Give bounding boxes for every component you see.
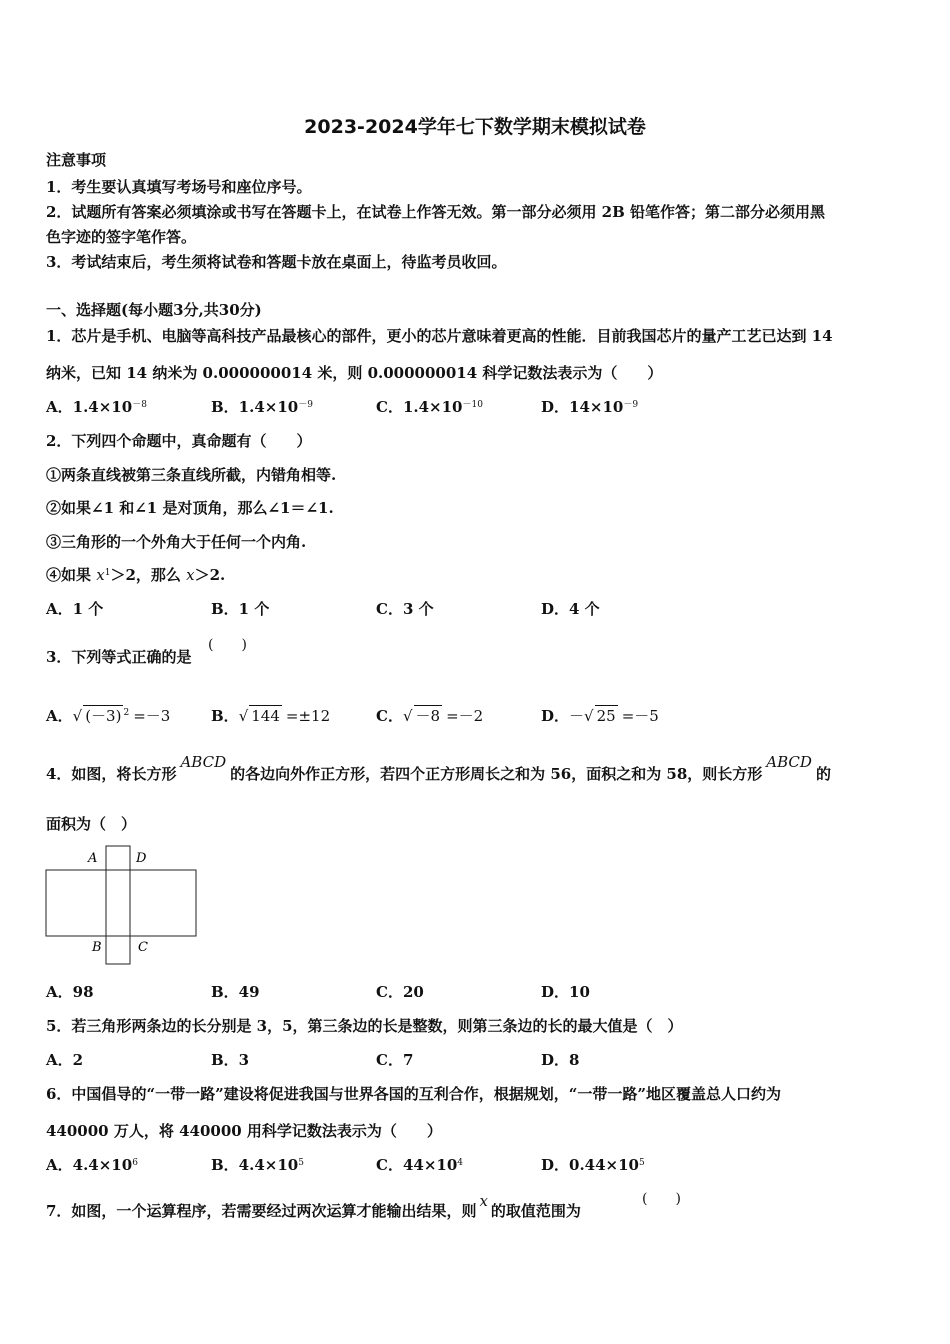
q5-stem: 5．若三角形两条边的长分别是 3，5，第三条边的长是整数，则第三条边的长的最大值是（ ） [46, 1017, 683, 1035]
q3-option-c: C．√ －8 =－2 [376, 707, 484, 725]
q4-stem-line1: 4．如图，将长方形ABCD的各边向外作正方形，若四个正方形周长之和为 56，面积之和为 58，则长方形ABCD的 [46, 753, 831, 783]
q4-figure [40, 840, 210, 970]
label-c: C [138, 940, 148, 955]
q5-option-a: A．2 [46, 1051, 84, 1069]
q5-option-b: B．3 [211, 1051, 250, 1069]
q7-answer-paren: ( ) [642, 1191, 681, 1207]
q3-answer-paren: ( ) [208, 637, 247, 653]
q3-option-d: D．－√ 25 =－5 [541, 707, 659, 725]
q4-option-c: C．20 [376, 983, 424, 1001]
q4-option-b: B．49 [211, 983, 260, 1001]
q1-stem-line1: 1．芯片是手机、电脑等高科技产品最核心的部件，更小的芯片意味着更高的性能．目前我国芯片的量产工艺已达到 14 [46, 327, 833, 345]
label-d: D [136, 851, 147, 866]
q6-option-c: C．$44\times 10^4$ [376, 1156, 463, 1174]
q4-option-d: D．10 [541, 983, 590, 1001]
q7-stem: 7．如图，一个运算程序，若需要经过两次运算才能输出结果，则x的取值范围为 [46, 1192, 581, 1220]
q5-option-c: C．7 [376, 1051, 414, 1069]
q3-stem: 3．下列等式正确的是 [46, 648, 192, 666]
q2-statement-1: ①两条直线被第三条直线所截，内错角相等. [46, 466, 337, 484]
q2-option-a: A．1 个 [46, 600, 104, 618]
q6-option-d: D．$0.44\times 10^5$ [541, 1156, 645, 1174]
q2-statement-3: ③三角形的一个外角大于任何一个内角. [46, 533, 307, 551]
page-title: 2023-2024学年七下数学期末模拟试卷 [304, 116, 646, 138]
notice-item: 色字迹的签字笔作答。 [46, 228, 197, 246]
q1-option-d: D．$14\times 10^{-9}$ [541, 398, 639, 416]
q2-stem: 2．下列四个命题中，真命题有（ ） [46, 432, 312, 450]
q5-option-d: D．8 [541, 1051, 580, 1069]
notice-item: 2．试题所有答案必须填涂或书写在答题卡上，在试卷上作答无效。第一部分必须用 2B 铅笔作答；第二部分必须用黑 [46, 203, 826, 221]
q2-option-b: B．1 个 [211, 600, 270, 618]
rectangle-abcd [46, 870, 196, 936]
notice-item: 3．考试结束后，考生须将试卷和答题卡放在桌面上，待监考员收回。 [46, 253, 507, 271]
q1-option-c: C．$1.4\times 10^{-10}$ [376, 398, 483, 416]
q4-option-a: A．98 [46, 983, 94, 1001]
label-a: A [88, 851, 98, 866]
q1-option-b: B．$1.4\times 10^{-9}$ [211, 398, 313, 416]
q6-option-a: A．$4.4\times 10^6$ [46, 1156, 138, 1174]
section-heading: 一、选择题(每小题3分,共30分) [46, 301, 262, 319]
q6-stem-line2: 440000 万人，将 440000 用科学记数法表示为（ ） [46, 1122, 442, 1140]
notice-heading: 注意事项 [46, 151, 107, 169]
q2-statement-2: ②如果∠1 和∠1 是对顶角，那么∠1＝∠1. [46, 499, 334, 517]
notice-item: 1．考生要认真填写考场号和座位序号。 [46, 178, 312, 196]
q2-option-d: D．4 个 [541, 600, 600, 618]
q2-statement-4: ④如果 $x^1>2$，那么 x＞2. [46, 566, 226, 584]
vertical-square-strip [106, 846, 130, 964]
q3-option-b: B．√ 144 =±12 [211, 707, 331, 725]
q1-option-a: A．$1.4\times 10^{-8}$ [46, 398, 147, 416]
q6-stem-line1: 6．中国倡导的“一带一路”建设将促进我国与世界各国的互利合作，根据规划，“一带一路”地区覆盖总人口约为 [46, 1085, 781, 1103]
q3-option-a: A．√ (－3) $^2$ =－3 [46, 707, 171, 725]
q4-stem-line2: 面积为（ ） [46, 815, 137, 833]
q1-stem-line2: 纳米，已知 14 纳米为 0.000000014 米，则 0.000000014 科学记数法表示为（ ） [46, 364, 663, 382]
q6-option-b: B．$4.4\times 10^5$ [211, 1156, 304, 1174]
q2-option-c: C．3 个 [376, 600, 434, 618]
label-b: B [92, 940, 102, 955]
